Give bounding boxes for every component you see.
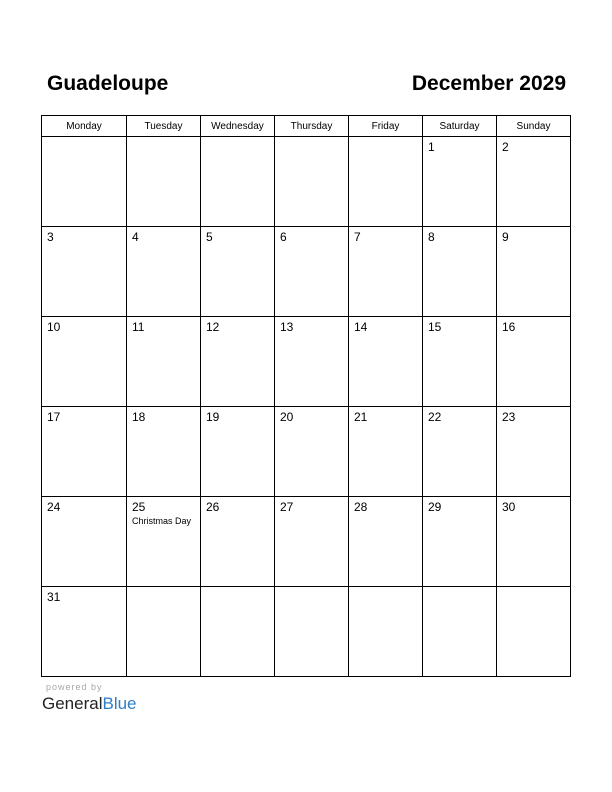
empty-day-cell xyxy=(275,587,349,677)
weekday-header-row xyxy=(42,116,571,137)
day-cell xyxy=(423,137,497,227)
generalblue-logo xyxy=(42,693,137,715)
weekday-sunday: Sunday xyxy=(497,116,571,137)
day-cell xyxy=(42,497,127,587)
day-number: 19 xyxy=(206,410,220,424)
month-title: December 2029 xyxy=(411,72,566,95)
day-number: 23 xyxy=(502,410,516,424)
weekday-tuesday: Tuesday xyxy=(127,116,201,137)
day-number: 24 xyxy=(47,500,61,514)
day-cell xyxy=(275,497,349,587)
day-cell xyxy=(201,407,275,497)
day-cell xyxy=(497,497,571,587)
day-cell xyxy=(423,317,497,407)
empty-day-cell xyxy=(42,137,127,227)
day-number: 18 xyxy=(132,410,146,424)
day-number: 4 xyxy=(132,230,139,244)
day-number: 9 xyxy=(502,230,509,244)
day-cell xyxy=(423,407,497,497)
empty-day-cell xyxy=(349,587,423,677)
week-row xyxy=(42,587,571,677)
week-row xyxy=(42,317,571,407)
day-number: 3 xyxy=(47,230,54,244)
empty-day-cell xyxy=(275,137,349,227)
day-number: 10 xyxy=(47,320,61,334)
day-number: 28 xyxy=(354,500,368,514)
day-cell xyxy=(497,227,571,317)
day-cell xyxy=(42,227,127,317)
day-cell xyxy=(423,227,497,317)
calendar-body xyxy=(42,137,571,677)
day-number: 7 xyxy=(354,230,361,244)
powered-by-label: powered by xyxy=(46,682,103,692)
holiday-label: Christmas Day xyxy=(132,516,192,526)
day-cell xyxy=(275,317,349,407)
weekday-wednesday: Wednesday xyxy=(201,116,275,137)
empty-day-cell xyxy=(127,137,201,227)
day-cell xyxy=(497,317,571,407)
day-cell xyxy=(201,317,275,407)
week-row xyxy=(42,407,571,497)
empty-day-cell xyxy=(497,587,571,677)
week-row xyxy=(42,497,571,587)
weekday-saturday: Saturday xyxy=(423,116,497,137)
weekday-friday: Friday xyxy=(349,116,423,137)
day-cell xyxy=(127,497,201,587)
empty-day-cell xyxy=(423,587,497,677)
day-cell xyxy=(275,407,349,497)
day-cell xyxy=(349,317,423,407)
empty-day-cell xyxy=(127,587,201,677)
day-cell xyxy=(275,227,349,317)
day-number: 5 xyxy=(206,230,213,244)
weekday-monday: Monday xyxy=(42,116,127,137)
day-cell xyxy=(127,227,201,317)
day-number: 21 xyxy=(354,410,368,424)
day-number: 8 xyxy=(428,230,435,244)
week-row xyxy=(42,137,571,227)
day-cell xyxy=(42,587,127,677)
day-number: 31 xyxy=(47,590,61,604)
day-number: 15 xyxy=(428,320,442,334)
day-number: 22 xyxy=(428,410,442,424)
day-cell xyxy=(201,227,275,317)
day-cell xyxy=(349,227,423,317)
day-cell xyxy=(497,407,571,497)
day-cell xyxy=(497,137,571,227)
logo-text-general: General xyxy=(42,694,103,713)
day-number: 26 xyxy=(206,500,220,514)
day-cell xyxy=(127,317,201,407)
day-number: 20 xyxy=(280,410,294,424)
day-cell xyxy=(42,317,127,407)
day-number: 12 xyxy=(206,320,220,334)
day-number: 16 xyxy=(502,320,516,334)
day-number: 6 xyxy=(280,230,287,244)
day-number: 27 xyxy=(280,500,294,514)
week-row xyxy=(42,227,571,317)
day-cell xyxy=(423,497,497,587)
day-number: 17 xyxy=(47,410,61,424)
day-number: 14 xyxy=(354,320,368,334)
day-number: 1 xyxy=(428,140,435,154)
day-cell xyxy=(349,497,423,587)
day-number: 29 xyxy=(428,500,442,514)
day-number: 2 xyxy=(502,140,509,154)
empty-day-cell xyxy=(201,137,275,227)
day-cell xyxy=(201,497,275,587)
day-number: 13 xyxy=(280,320,294,334)
day-cell xyxy=(349,407,423,497)
day-cell xyxy=(127,407,201,497)
day-number: 11 xyxy=(132,320,145,334)
logo-text-blue: Blue xyxy=(102,694,137,713)
weekday-thursday: Thursday xyxy=(275,116,349,137)
empty-day-cell xyxy=(201,587,275,677)
calendar-grid xyxy=(41,115,571,677)
country-title: Guadeloupe xyxy=(47,72,169,95)
day-number: 30 xyxy=(502,500,516,514)
day-cell xyxy=(42,407,127,497)
empty-day-cell xyxy=(349,137,423,227)
day-number: 25 xyxy=(132,500,146,514)
